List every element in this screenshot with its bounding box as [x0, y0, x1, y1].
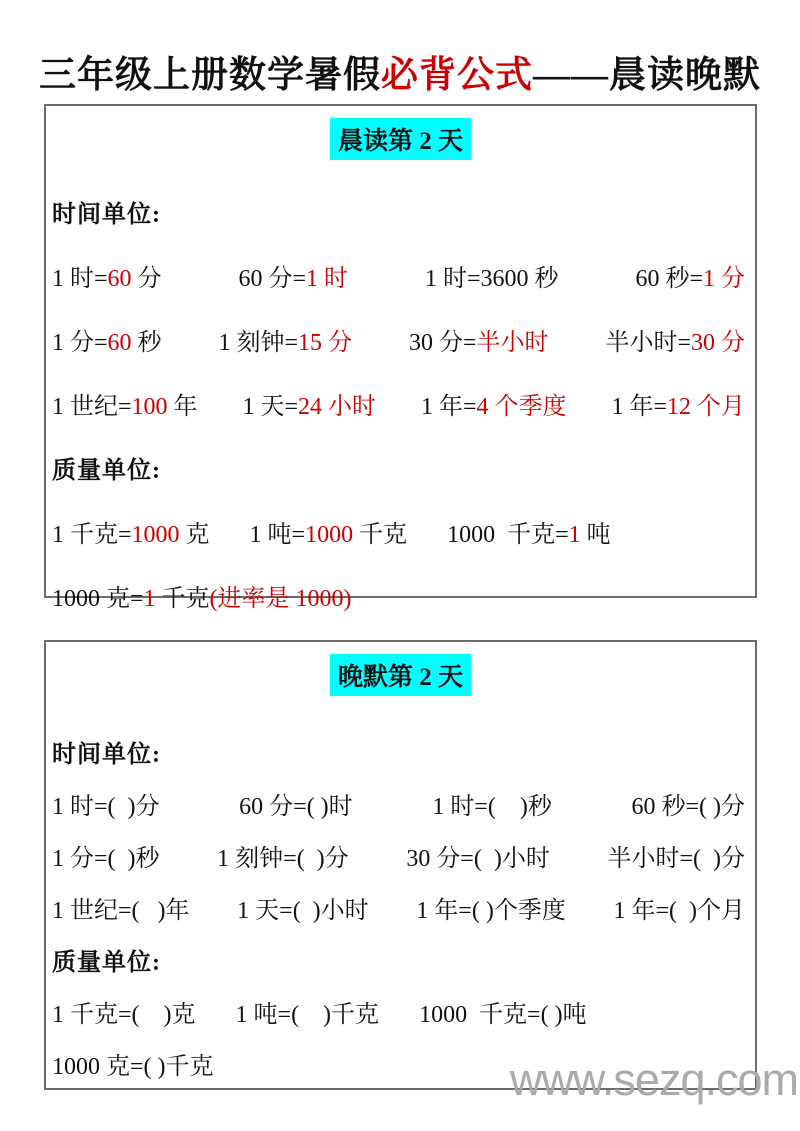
- formula-cell: [52, 896, 190, 927]
- formula-cell: [421, 392, 567, 423]
- formula-cell: [52, 1052, 214, 1083]
- formula-cell: [250, 520, 408, 551]
- formula-cell: [605, 328, 745, 359]
- formula-segment: 年: [167, 394, 198, 420]
- formula-segment: 60 秒=: [635, 266, 703, 292]
- section-label: 时间单位:: [52, 742, 161, 768]
- morning-box-content: [46, 200, 755, 615]
- formula-cell: [416, 896, 566, 927]
- formula-cell: [52, 392, 198, 423]
- formula-segment: 千克: [353, 522, 408, 548]
- formula-segment: 30 分=: [408, 330, 477, 356]
- page-title: [0, 44, 800, 98]
- formula-segment: 吨: [580, 522, 611, 548]
- formula-segment: 1 天=( )小时: [237, 898, 369, 924]
- section-label: 时间单位:: [52, 202, 161, 228]
- formula-row: [52, 1000, 745, 1031]
- formula-segment: 1 时: [306, 266, 349, 292]
- title-part-red: 必背公式: [381, 55, 533, 96]
- evening-dictation-box: [44, 640, 757, 1090]
- morning-header-label: 晨读第 2 天: [330, 118, 471, 160]
- formula-cell: [217, 844, 349, 875]
- formula-cell: [611, 392, 745, 423]
- evening-box-header: [46, 654, 755, 696]
- formula-cell: [52, 844, 160, 875]
- formula-segment: 100: [131, 394, 168, 420]
- morning-reading-box: [44, 104, 757, 612]
- formula-segment: 半小时=: [605, 330, 691, 356]
- formula-segment: 1 吨=( )千克: [235, 1002, 380, 1028]
- evening-box-content: [46, 740, 755, 1083]
- formula-segment: 60 分=( )时: [239, 794, 353, 820]
- formula-row: [52, 844, 745, 875]
- formula-cell: [237, 896, 369, 927]
- formula-segment: 4 个季度: [476, 394, 567, 420]
- formula-segment: 1000 千克=: [447, 522, 569, 548]
- formula-cell: [242, 392, 376, 423]
- formula-segment: 秒: [131, 330, 162, 356]
- formula-segment: 1 世纪=( )年: [52, 898, 190, 924]
- formula-segment: 1000 千克=( )吨: [419, 1002, 587, 1028]
- formula-segment: 1 刻钟=( )分: [217, 846, 349, 872]
- formula-row: [52, 392, 745, 423]
- formula-segment: 60: [107, 266, 132, 292]
- formula-segment: 1 分=: [52, 330, 108, 356]
- formula-segment: 15 分: [298, 330, 353, 356]
- formula-segment: 1 千克=: [52, 522, 132, 548]
- evening-header-label: 晚默第 2 天: [330, 654, 471, 696]
- title-part-1: 三年级上册数学暑假: [39, 55, 381, 96]
- formula-segment: 1 时=( )秒: [432, 794, 552, 820]
- formula-row: [52, 264, 745, 295]
- formula-segment: 1 时=( )分: [52, 794, 160, 820]
- formula-segment: 1 年=: [420, 394, 477, 420]
- title-part-2: ——晨读晚默: [533, 55, 761, 96]
- formula-segment: 60 分=: [238, 266, 307, 292]
- formula-cell: [447, 520, 611, 551]
- formula-segment: 1 世纪=: [52, 394, 132, 420]
- formula-cell: [419, 1000, 587, 1031]
- formula-row: [52, 520, 745, 551]
- formula-segment: 1 刻钟=: [218, 330, 299, 356]
- formula-cell: [607, 844, 745, 875]
- morning-box-header: [46, 118, 755, 160]
- formula-segment: 1000: [305, 522, 354, 548]
- formula-cell: [239, 792, 353, 823]
- formula-segment: 1000 克=( )千克: [52, 1054, 214, 1080]
- formula-cell: [52, 264, 162, 295]
- formula-segment: 半小时: [476, 330, 549, 356]
- formula-segment: 12 个月: [667, 394, 745, 420]
- formula-row: [52, 792, 745, 823]
- formula-segment: 1 千克=( )克: [52, 1002, 196, 1028]
- formula-cell: [406, 844, 550, 875]
- formula-segment: 1 分: [703, 266, 745, 292]
- formula-cell: [236, 1000, 380, 1031]
- formula-cell: [218, 328, 352, 359]
- formula-segment: 1 吨=: [249, 522, 306, 548]
- formula-segment: 1 年=( )个月: [613, 898, 745, 924]
- formula-segment: 1 分=( )秒: [52, 846, 160, 872]
- formula-segment: 1000 克=: [52, 586, 144, 612]
- formula-segment: 1: [143, 586, 156, 612]
- formula-segment: 半小时=( )分: [607, 846, 745, 872]
- formula-segment: 分: [131, 266, 162, 292]
- formula-segment: 1 年=( )个季度: [416, 898, 566, 924]
- formula-cell: [613, 896, 745, 927]
- formula-row: [52, 584, 745, 615]
- formula-segment: 30 分: [691, 330, 745, 356]
- formula-cell: [425, 264, 559, 295]
- formula-cell: [238, 264, 348, 295]
- formula-segment: 1: [568, 522, 581, 548]
- section-label: 质量单位:: [52, 950, 161, 976]
- formula-cell: [52, 328, 162, 359]
- formula-segment: 1 年=: [611, 394, 667, 420]
- formula-cell: [635, 264, 745, 295]
- formula-cell: [432, 792, 552, 823]
- formula-cell: [52, 520, 210, 551]
- formula-segment: 60 秒=( )分: [631, 794, 745, 820]
- formula-segment: 1 时=3600 秒: [424, 266, 559, 292]
- formula-segment: 1 天=: [242, 394, 299, 420]
- formula-row: [52, 896, 745, 927]
- watermark: www.sezq.com: [509, 1054, 798, 1105]
- formula-segment: 千克: [155, 586, 210, 612]
- formula-cell: [409, 328, 549, 359]
- formula-segment: 30 分=( )小时: [406, 846, 550, 872]
- formula-row: [52, 328, 745, 359]
- formula-segment: 1000: [131, 522, 180, 548]
- formula-cell: [631, 792, 745, 823]
- formula-segment: 24 小时: [298, 394, 377, 420]
- formula-segment: 1 时=: [52, 266, 108, 292]
- formula-cell: [52, 792, 160, 823]
- section-label: 质量单位:: [52, 458, 161, 484]
- formula-cell: [52, 1000, 196, 1031]
- formula-segment: 60: [107, 330, 132, 356]
- formula-segment: (进率是 1000): [209, 586, 352, 612]
- formula-cell: [52, 584, 352, 615]
- formula-segment: 克: [179, 522, 210, 548]
